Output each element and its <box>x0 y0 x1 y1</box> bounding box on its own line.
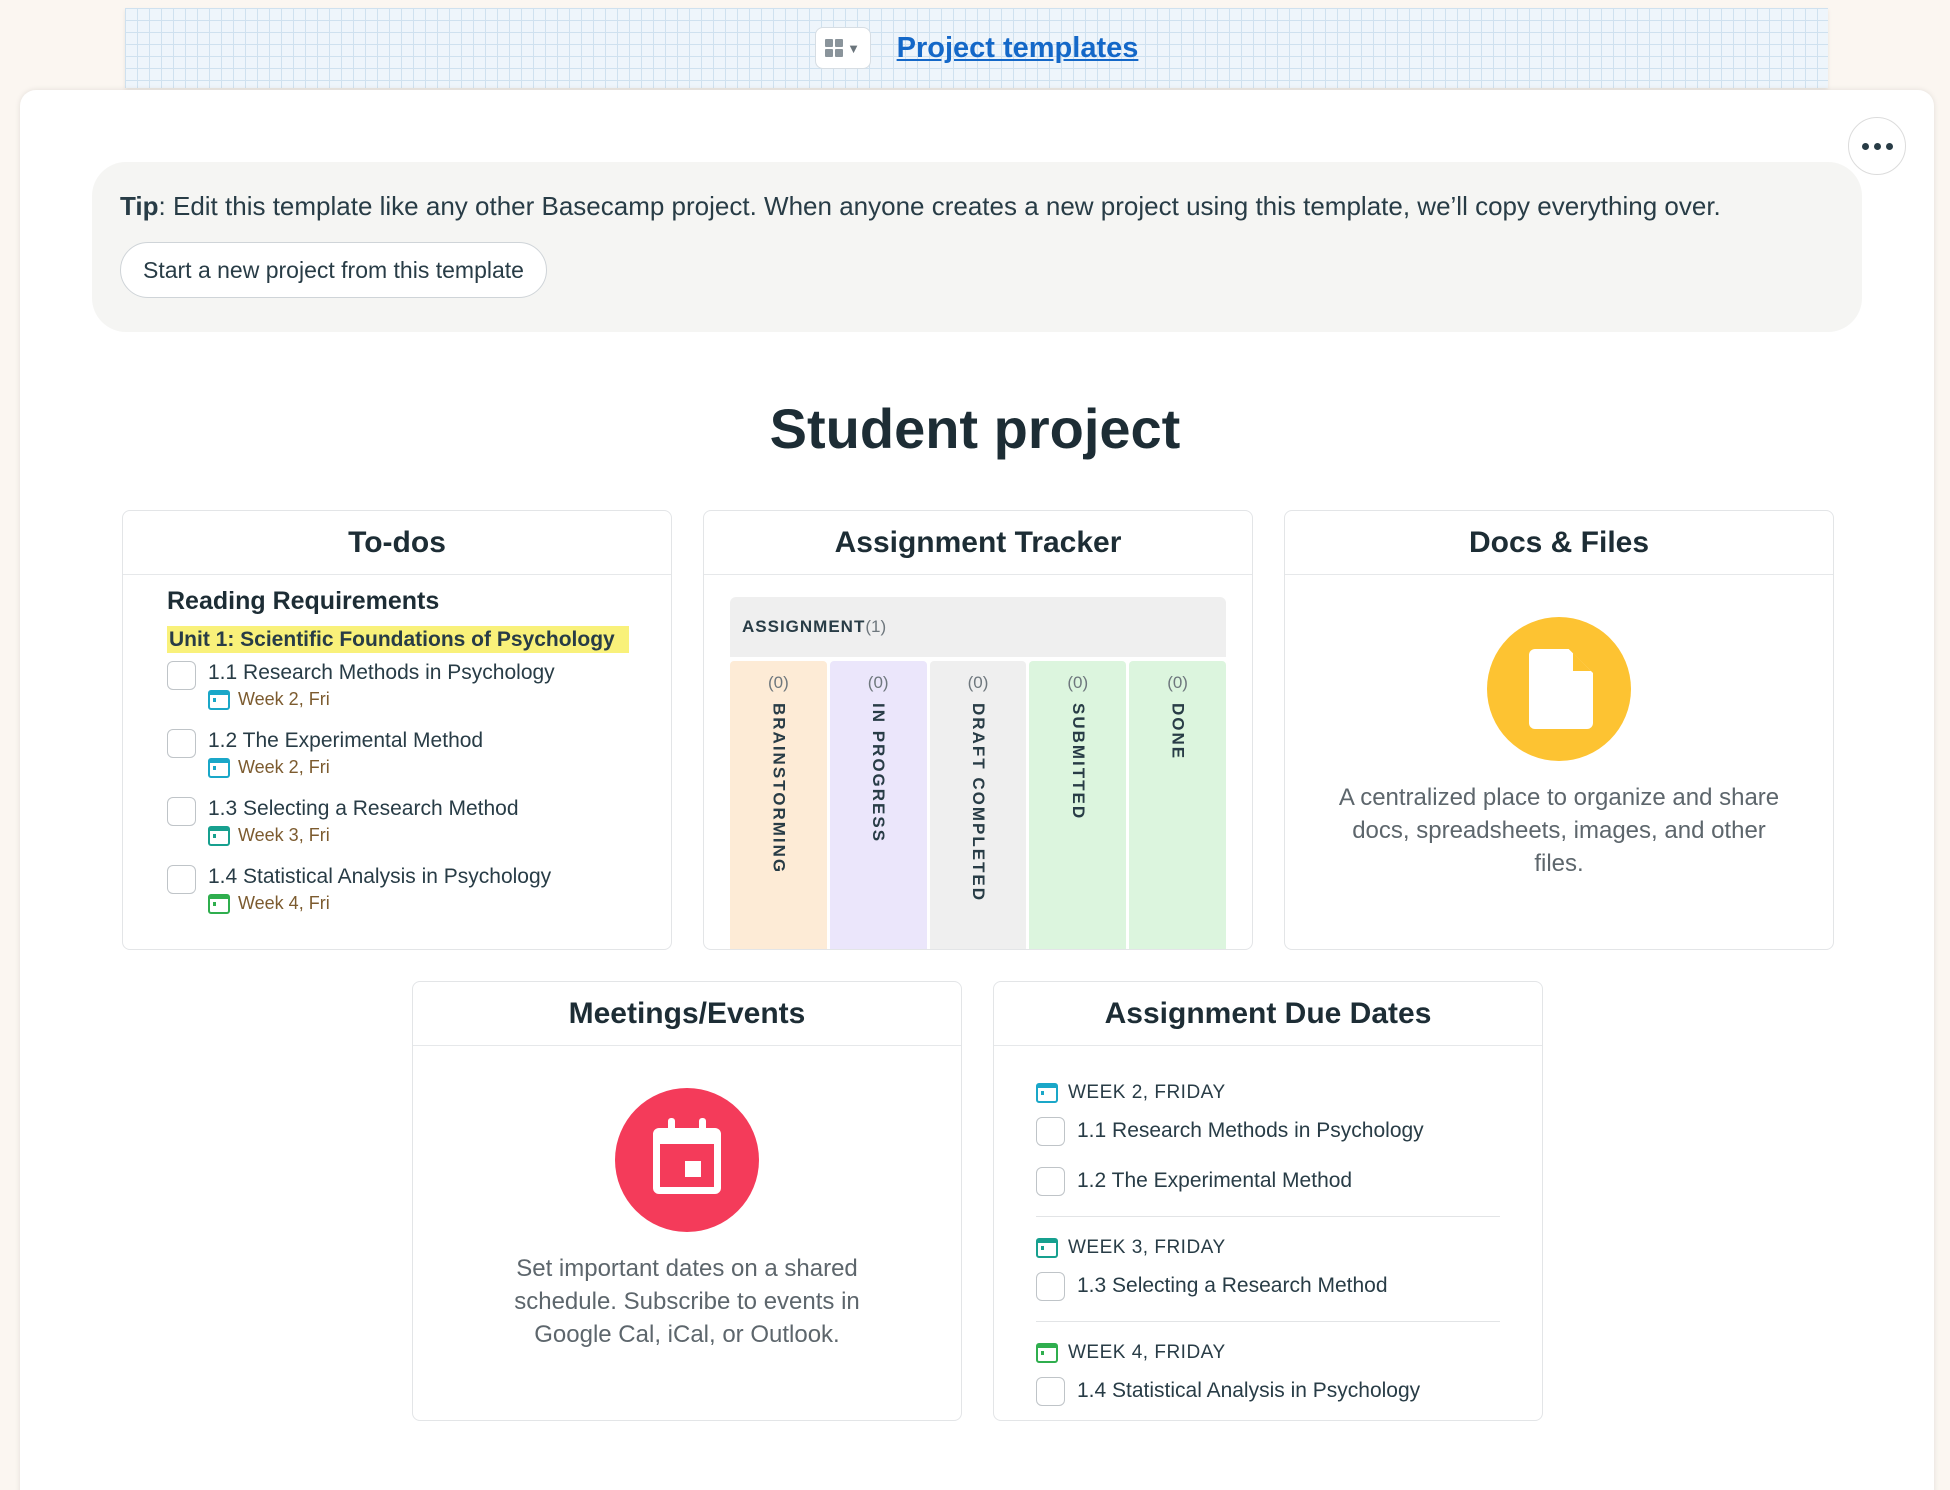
todo-due-date: Week 3, Fri <box>238 825 330 845</box>
todo-due-date: Week 2, Fri <box>238 689 330 709</box>
column-count: (0) <box>1167 673 1188 692</box>
calendar-icon <box>208 826 230 846</box>
due-date-group <box>1036 1340 1500 1421</box>
tracker-column-done[interactable] <box>1129 661 1226 950</box>
calendar-icon <box>1036 1343 1058 1363</box>
todo-due-date: Week 4, Fri <box>238 893 330 913</box>
due-date-group <box>1036 1235 1500 1322</box>
due-item <box>1036 1156 1500 1206</box>
todo-checkbox[interactable] <box>167 661 196 690</box>
column-name: SUBMITTED <box>1068 703 1088 821</box>
todo-checkbox[interactable] <box>167 865 196 894</box>
tip-banner <box>92 162 1862 332</box>
due-dates-card-title[interactable]: Assignment Due Dates <box>994 982 1542 1046</box>
due-item <box>1036 1106 1500 1156</box>
due-date-group <box>1036 1080 1500 1217</box>
tracker-column-in-progress[interactable] <box>830 661 927 950</box>
more-options-button[interactable] <box>1848 117 1906 175</box>
tracker-header-count: (1) <box>865 617 887 636</box>
dot-icon <box>1886 143 1893 150</box>
chevron-down-icon: ▼ <box>847 40 861 56</box>
tip-text <box>120 190 1834 224</box>
column-count: (0) <box>867 673 889 692</box>
due-item <box>1036 1261 1500 1311</box>
todos-card-title[interactable]: To-dos <box>123 511 671 575</box>
meetings-description: Set important dates on a shared schedule. Subscribe to events in Google Cal, iCal, or Outlook. <box>514 1255 860 1348</box>
due-item-checkbox[interactable] <box>1036 1117 1065 1146</box>
meetings-events-card[interactable] <box>412 981 962 1421</box>
column-name: DONE <box>1168 703 1188 761</box>
todo-checkbox[interactable] <box>167 729 196 758</box>
column-count: (0) <box>967 673 989 692</box>
column-name: DRAFT COMPLETED <box>968 703 988 903</box>
column-name: BRAINSTORMING <box>769 703 789 875</box>
column-count: (0) <box>1067 673 1089 692</box>
todo-label[interactable]: 1.3 Selecting a Research Method <box>208 797 519 820</box>
breadcrumb-project-templates-link[interactable]: Project templates <box>896 31 1139 64</box>
docs-card-title[interactable]: Docs & Files <box>1285 511 1833 575</box>
todo-item <box>167 659 629 721</box>
project-switcher-button[interactable] <box>815 27 871 69</box>
due-item-checkbox[interactable] <box>1036 1272 1065 1301</box>
todo-list-title[interactable]: Reading Requirements <box>167 587 440 615</box>
due-date-heading[interactable]: WEEK 2, FRIDAY <box>1068 1082 1226 1103</box>
todos-card[interactable] <box>122 510 672 950</box>
calendar-icon <box>615 1088 759 1232</box>
docs-description: A centralized place to organize and share docs, spreadsheets, images, and other files. <box>1338 784 1780 877</box>
due-item-label[interactable]: 1.2 The Experimental Method <box>1077 1169 1353 1192</box>
column-name: IN PROGRESS <box>869 703 889 844</box>
dot-icon <box>1874 143 1881 150</box>
document-icon <box>1487 617 1631 761</box>
todo-label[interactable]: 1.4 Statistical Analysis in Psychology <box>208 865 552 888</box>
todo-due-date: Week 2, Fri <box>238 757 330 777</box>
todo-item <box>167 727 629 789</box>
tip-label: Tip <box>120 191 159 221</box>
due-item-label[interactable]: 1.1 Research Methods in Psychology <box>1077 1119 1424 1142</box>
tip-body: : Edit this template like any other Basecamp project. When anyone creates a new project using this template, we’ll copy everything over. <box>158 191 1721 221</box>
breadcrumb-bar <box>125 8 1828 88</box>
tracker-column-brainstorming[interactable] <box>730 661 827 950</box>
calendar-icon <box>1036 1238 1058 1258</box>
due-item-checkbox[interactable] <box>1036 1377 1065 1406</box>
tracker-card-title[interactable]: Assignment Tracker <box>704 511 1252 575</box>
tracker-column-submitted[interactable] <box>1029 661 1126 950</box>
assignment-tracker-card[interactable] <box>703 510 1253 950</box>
todo-label[interactable]: 1.2 The Experimental Method <box>208 729 484 752</box>
dot-icon <box>1862 143 1869 150</box>
tracker-header <box>730 597 1226 657</box>
due-item <box>1036 1366 1500 1416</box>
due-date-heading[interactable]: WEEK 3, FRIDAY <box>1068 1237 1226 1258</box>
due-item-checkbox[interactable] <box>1036 1167 1065 1196</box>
start-new-project-button[interactable]: Start a new project from this template <box>120 242 547 298</box>
tracker-header-label: ASSIGNMENT <box>742 617 866 636</box>
calendar-icon <box>208 894 230 914</box>
todo-checkbox[interactable] <box>167 797 196 826</box>
todo-item <box>167 863 629 925</box>
todo-item <box>167 795 629 857</box>
todo-label[interactable]: 1.1 Research Methods in Psychology <box>208 661 555 684</box>
calendar-icon <box>208 758 230 778</box>
assignment-due-dates-card[interactable] <box>993 981 1543 1421</box>
todo-group-title[interactable]: Unit 1: Scientific Foundations of Psychology <box>167 626 629 653</box>
calendar-icon <box>1036 1083 1058 1103</box>
meetings-card-title[interactable]: Meetings/Events <box>413 982 961 1046</box>
project-title: Student project <box>769 397 1181 460</box>
column-count: (0) <box>768 673 789 692</box>
tracker-columns <box>730 661 1226 950</box>
due-item-label[interactable]: 1.4 Statistical Analysis in Psychology <box>1077 1379 1421 1402</box>
docs-files-card[interactable] <box>1284 510 1834 950</box>
tracker-column-draft-completed[interactable] <box>930 661 1027 950</box>
due-date-heading[interactable]: WEEK 4, FRIDAY <box>1068 1342 1226 1363</box>
calendar-icon <box>208 690 230 710</box>
due-item-label[interactable]: 1.3 Selecting a Research Method <box>1077 1274 1388 1297</box>
grid-icon <box>825 39 843 57</box>
